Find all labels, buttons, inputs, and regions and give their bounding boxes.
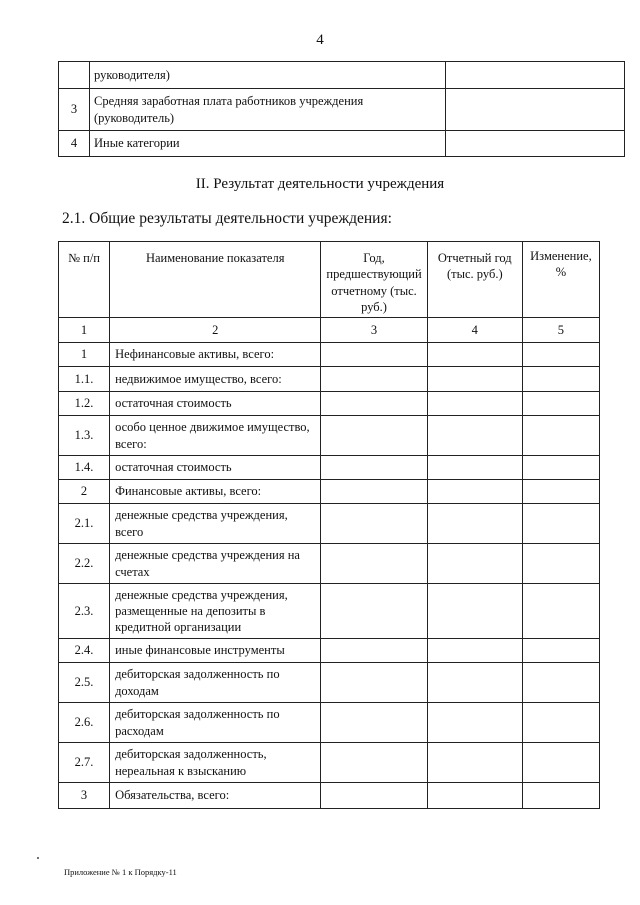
- change-value: [522, 639, 599, 663]
- column-number: 2: [110, 318, 321, 343]
- indicator-name: дебиторская задолженность, нереальная к взысканию: [110, 743, 321, 783]
- reporting-year-value: [427, 783, 522, 809]
- previous-year-value: [321, 480, 427, 504]
- table-row: [59, 456, 600, 480]
- indicator-name: денежные средства учреждения, размещенные на депозиты в кредитной организации: [110, 584, 321, 639]
- reporting-year-value: [427, 480, 522, 504]
- column-number: 4: [427, 318, 522, 343]
- change-value: [522, 743, 599, 783]
- reporting-year-value: [427, 416, 522, 456]
- row-number: 3: [59, 89, 90, 131]
- row-number: 2.1.: [59, 504, 110, 544]
- change-value: [522, 367, 599, 392]
- table-header-row: [59, 242, 600, 318]
- row-number: 2.5.: [59, 663, 110, 703]
- table-body: [59, 343, 600, 809]
- row-number: 1.3.: [59, 416, 110, 456]
- scan-speck: [37, 857, 39, 859]
- column-number: 3: [321, 318, 427, 343]
- header-reporting-year: Отчетный год (тыс. руб.): [427, 242, 522, 318]
- indicator-name: дебиторская задолженность по расходам: [110, 703, 321, 743]
- indicator-name: Нефинансовые активы, всего:: [110, 343, 321, 367]
- row-label: Средняя заработная плата работников учреждения (руководитель): [90, 89, 446, 131]
- indicator-name: дебиторская задолженность по доходам: [110, 663, 321, 703]
- header-indicator: Наименование показателя: [110, 242, 321, 318]
- table-row: [59, 89, 625, 131]
- table-row: [59, 743, 600, 783]
- change-value: [522, 544, 599, 584]
- table-row: [59, 639, 600, 663]
- reporting-year-value: [427, 343, 522, 367]
- table-row: [59, 131, 625, 157]
- reporting-year-value: [427, 544, 522, 584]
- value-cell: [446, 89, 625, 131]
- previous-year-value: [321, 639, 427, 663]
- reporting-year-value: [427, 504, 522, 544]
- indicator-name: остаточная стоимость: [110, 456, 321, 480]
- row-number: 3: [59, 783, 110, 809]
- value-cell: [446, 131, 625, 157]
- page-number: 4: [316, 32, 324, 48]
- previous-year-value: [321, 743, 427, 783]
- change-value: [522, 392, 599, 416]
- row-number: 1.1.: [59, 367, 110, 392]
- section-heading: II. Результат деятельности учреждения: [195, 176, 445, 192]
- indicator-name: Финансовые активы, всего:: [110, 480, 321, 504]
- column-number: 1: [59, 318, 110, 343]
- change-value: [522, 663, 599, 703]
- row-number: 2: [59, 480, 110, 504]
- reporting-year-value: [427, 743, 522, 783]
- header-number: № п/п: [59, 242, 110, 318]
- change-value: [522, 416, 599, 456]
- row-number: 2.2.: [59, 544, 110, 584]
- previous-year-value: [321, 504, 427, 544]
- table-row: [59, 663, 600, 703]
- reporting-year-value: [427, 456, 522, 480]
- table-row: [59, 544, 600, 584]
- change-value: [522, 584, 599, 639]
- table-row: [59, 584, 600, 639]
- column-number: 5: [522, 318, 599, 343]
- change-value: [522, 343, 599, 367]
- change-value: [522, 783, 599, 809]
- row-number: 1.4.: [59, 456, 110, 480]
- row-number: 2.7.: [59, 743, 110, 783]
- row-number: 2.3.: [59, 584, 110, 639]
- previous-year-value: [321, 783, 427, 809]
- reporting-year-value: [427, 639, 522, 663]
- reporting-year-value: [427, 663, 522, 703]
- previous-year-value: [321, 392, 427, 416]
- column-number-row: [59, 318, 600, 343]
- table-row: [59, 783, 600, 809]
- subsection-heading: 2.1. Общие результаты деятельности учреждения:: [62, 210, 392, 227]
- table-row: [59, 504, 600, 544]
- previous-year-value: [321, 584, 427, 639]
- footer-note: Приложение № 1 к Порядку-11: [64, 867, 177, 877]
- change-value: [522, 456, 599, 480]
- previous-year-value: [321, 456, 427, 480]
- reporting-year-value: [427, 703, 522, 743]
- indicator-name: денежные средства учреждения, всего: [110, 504, 321, 544]
- previous-year-value: [321, 343, 427, 367]
- row-number: 2.6.: [59, 703, 110, 743]
- header-previous-year: Год, предшествующий отчетному (тыс. руб.): [321, 242, 427, 318]
- previous-year-value: [321, 544, 427, 584]
- change-value: [522, 504, 599, 544]
- value-cell: [446, 62, 625, 89]
- change-value: [522, 703, 599, 743]
- reporting-year-value: [427, 367, 522, 392]
- row-label: руководителя): [90, 62, 446, 89]
- table-row: [59, 343, 600, 367]
- reporting-year-value: [427, 392, 522, 416]
- row-number: 4: [59, 131, 90, 157]
- change-value: [522, 480, 599, 504]
- row-number: [59, 62, 90, 89]
- indicator-name: особо ценное движимое имущество, всего:: [110, 416, 321, 456]
- table-row: [59, 703, 600, 743]
- table-row: [59, 367, 600, 392]
- previous-year-value: [321, 416, 427, 456]
- indicator-name: иные финансовые инструменты: [110, 639, 321, 663]
- table-row: [59, 392, 600, 416]
- previous-year-value: [321, 367, 427, 392]
- row-number: 2.4.: [59, 639, 110, 663]
- table-row: [59, 62, 625, 89]
- previous-year-value: [321, 703, 427, 743]
- indicator-name: остаточная стоимость: [110, 392, 321, 416]
- results-table: [58, 241, 600, 809]
- table-row: [59, 416, 600, 456]
- header-change: Изменение, %: [522, 242, 599, 318]
- row-number: 1.2.: [59, 392, 110, 416]
- reporting-year-value: [427, 584, 522, 639]
- staff-salary-table: [58, 61, 625, 157]
- row-label: Иные категории: [90, 131, 446, 157]
- previous-year-value: [321, 663, 427, 703]
- indicator-name: недвижимое имущество, всего:: [110, 367, 321, 392]
- indicator-name: денежные средства учреждения на счетах: [110, 544, 321, 584]
- row-number: 1: [59, 343, 110, 367]
- indicator-name: Обязательства, всего:: [110, 783, 321, 809]
- table-row: [59, 480, 600, 504]
